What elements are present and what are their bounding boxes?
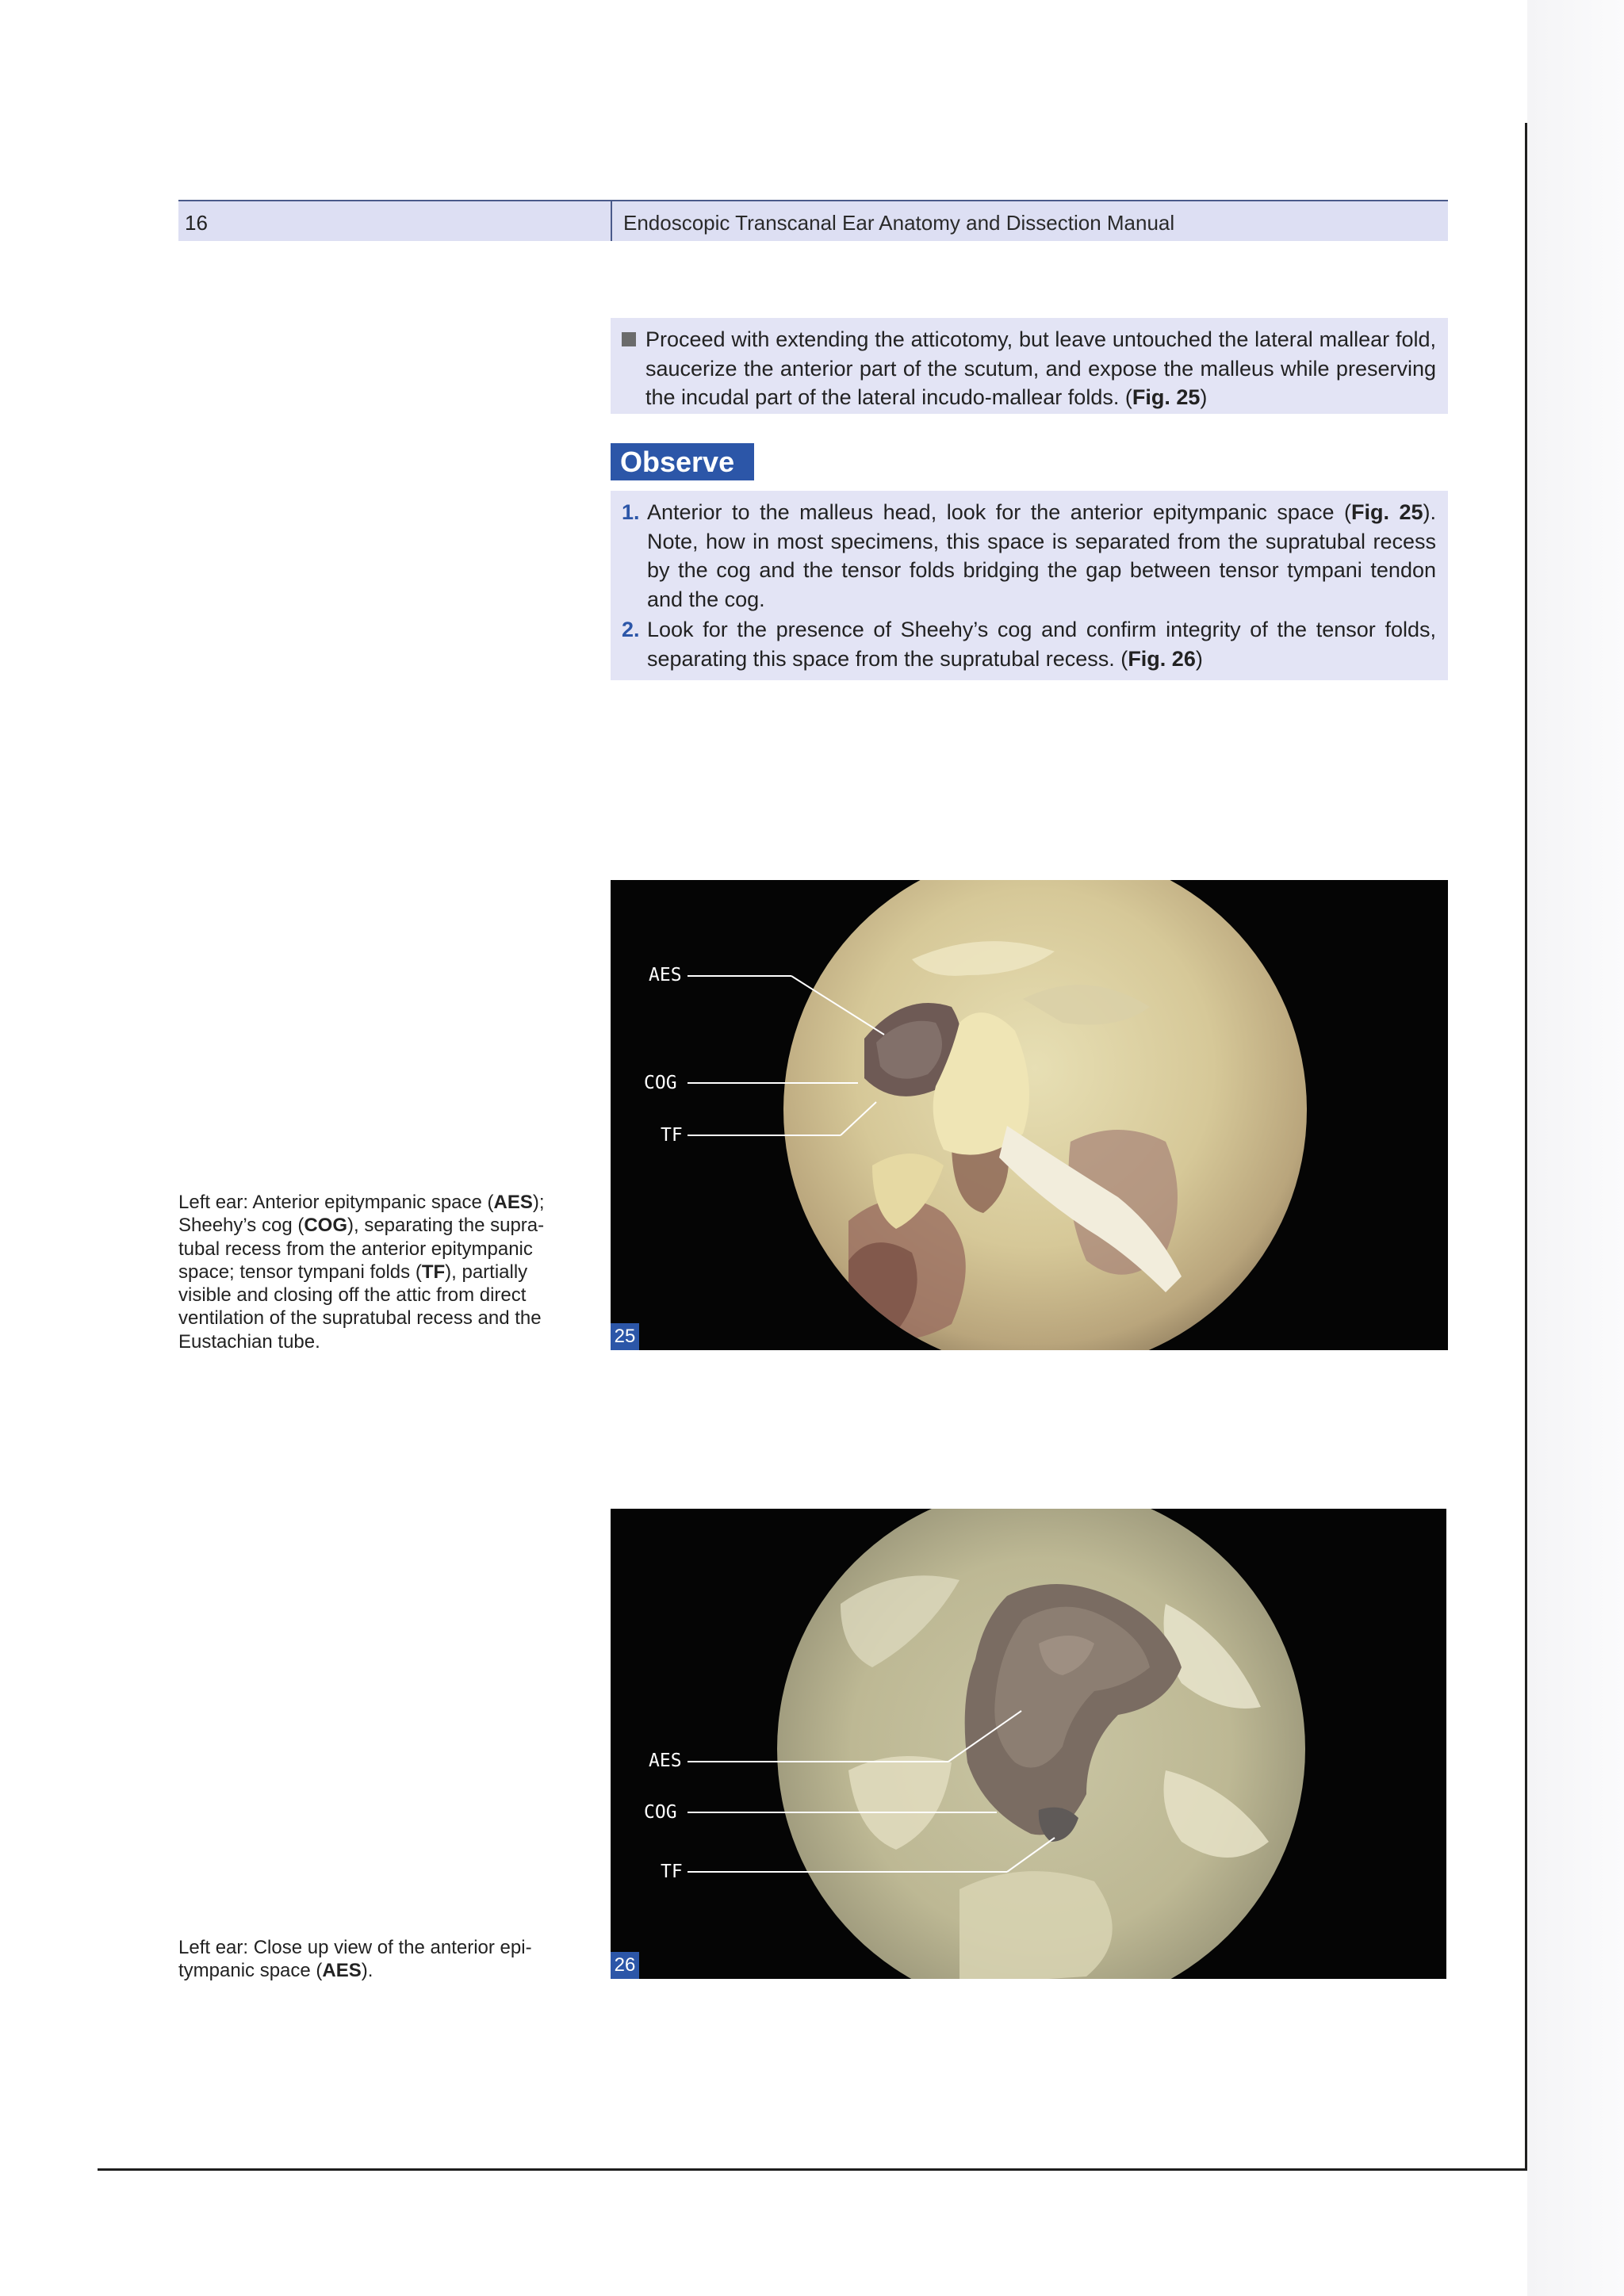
endoscopic-photo-25 [611,880,1448,1350]
label-aes: AES [649,1751,682,1771]
page-right-rule [1525,123,1527,2171]
figure-25 [611,880,1448,1350]
list-item-number: 2. [622,618,640,641]
page-margin-shade [1527,0,1624,2296]
endoscopic-photo-26 [611,1509,1446,1979]
observe-heading: Observe [611,443,754,480]
figure-reference: Fig. 26 [1128,646,1196,671]
figure-reference: Fig. 25 [1350,500,1423,524]
list-item-text: Look for the presence of Sheehy’s cog and confirm integrity of the tensor folds, separating this space from the supratubal recess. (Fig. 26) [647,618,1436,671]
observe-list [611,491,1448,680]
label-tf: TF [661,1125,683,1146]
label-tf: TF [661,1862,683,1882]
list-item-text: Anterior to the malleus head, look for the anterior epitympanic space (Fig. 25). Note, how in most specimens, this space is separated from the supratubal recess by the cog and the tensor folds bridging the gap between tensor tympani tendon and the cog. [647,500,1436,611]
header-left-band [178,200,611,241]
figure-number-badge: 25 [611,1323,639,1350]
figure-26 [611,1509,1446,1979]
list-item-number: 1. [622,500,640,524]
list-item [622,615,1436,673]
instruction-box [611,318,1448,414]
list-item [622,498,1436,614]
figure-number-badge: 26 [611,1952,639,1979]
running-title: Endoscopic Transcanal Ear Anatomy and Dissection Manual [623,211,1175,235]
figure-reference: Fig. 25 [1132,385,1201,409]
instruction-text: Proceed with extending the atticotomy, but leave untouched the lateral mallear fold, saucerize the anterior part of the scutum, and expose the malleus while preserving the incudal part of the lateral incudo-mallear folds. (Fig. 25) [645,327,1436,409]
label-aes: AES [649,965,682,985]
label-cog: COG [644,1802,677,1823]
page-bottom-rule [98,2168,1527,2171]
page-number: 16 [185,211,208,235]
header-right-band [611,200,1448,241]
figure-caption: Left ear: Close up view of the anterior epi-tympanic space (AES). [178,1937,532,1982]
square-bullet-icon [622,332,636,346]
label-cog: COG [644,1073,677,1093]
figure-caption: Left ear: Anterior epitympanic space (AES); Sheehy’s cog (COG), separating the supra-tubal recess from the anterior epitympanic space; tensor tympani folds (TF), partially visible and closing off the attic from direct ventilation of the supratubal recess and the Eustachian tube. [178,1192,545,1353]
